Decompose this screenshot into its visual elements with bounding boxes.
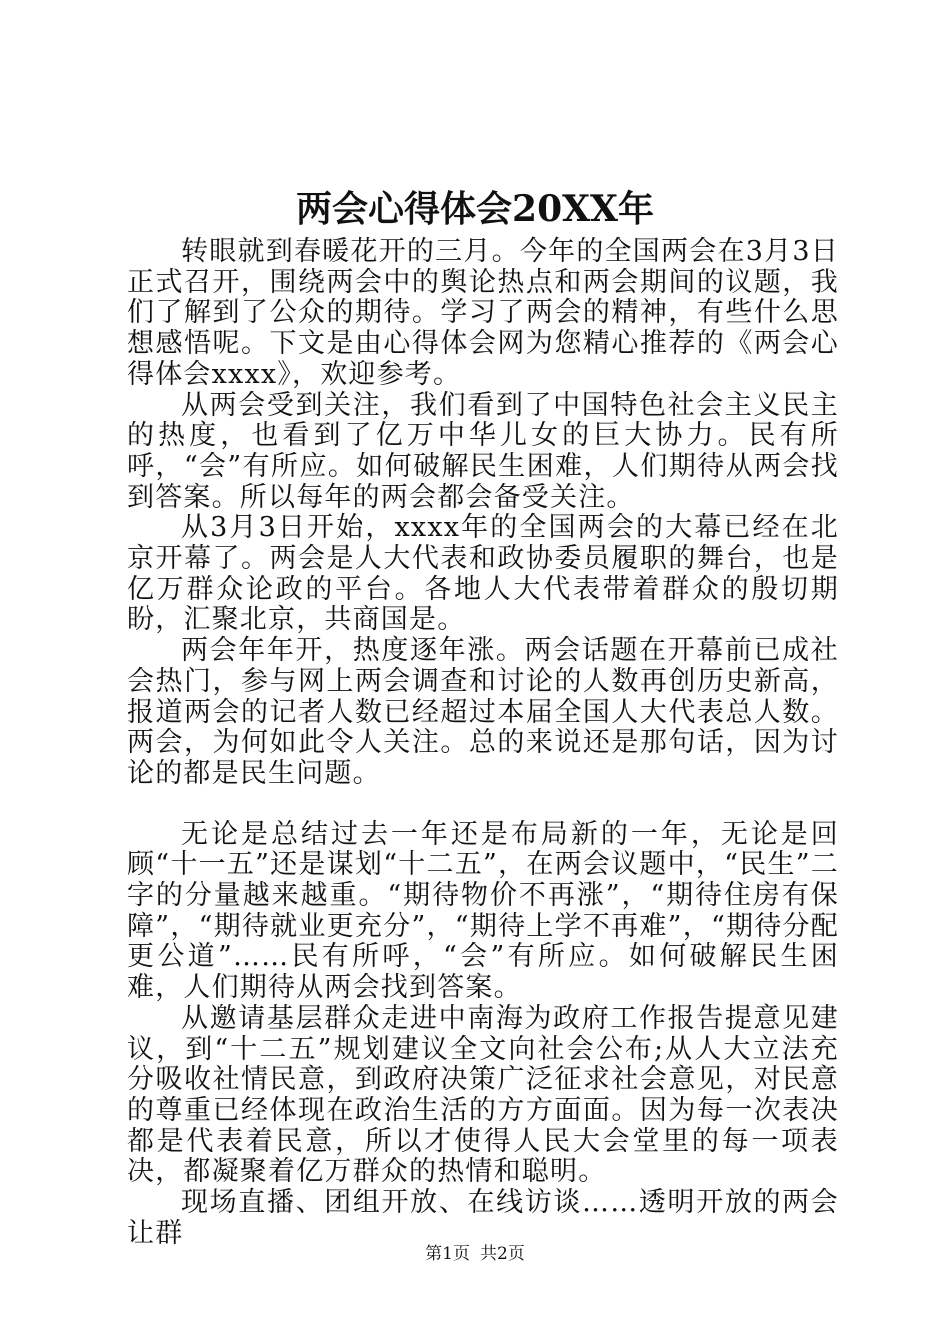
- paragraph: 无论是总结过去一年还是布局新的一年，无论是回顾“十一五”还是谋划“十二五”，在两会议题中，“民生”二字的分量越来越重。“期待物价不再涨”，“期待住房有保障”，“期待就业更充分”，“期待上学不再难”，“期待分配更公道”……民有所呼，“会”有所应。如何破解民生困难，人们期待从两会找到答案。: [127, 818, 839, 1004]
- paragraph: 从3月3日开始，xxxx年的全国两会的大幕已经在北京开幕了。两会是人大代表和政协委员履职的舞台，也是亿万群众论政的平台。各地人大代表带着群众的殷切期盼，汇聚北京，共商国是。: [127, 512, 839, 636]
- paragraph: 转眼就到春暖花开的三月。今年的全国两会在3月3日正式召开，围绕两会中的舆论热点和两会期间的议题，我们了解到了公众的期待。学习了两会的精神，有些什么思想感悟呢。下文是由心得体会网为您精心推荐的《两会心得体会xxxx》，欢迎参考。: [127, 236, 839, 390]
- page-number: 第1页: [425, 1244, 470, 1264]
- paragraph: 现场直播、团组开放、在线访谈……透明开放的两会让群: [127, 1187, 839, 1249]
- page-footer: [0, 1242, 950, 1266]
- page-total: 共2页: [480, 1244, 525, 1264]
- paragraph: 从邀请基层群众走进中南海为政府工作报告提意见建议，到“十二五”规划建议全文向社会公布;从人大立法充分吸收社情民意，到政府决策广泛征求社会意见，对民意的尊重已经体现在政治生活的方方面面。因为每一次表决都是代表着民意，所以才使得人民大会堂里的每一项表决，都凝聚着亿万群众的热情和聪明。: [127, 1002, 839, 1188]
- document-body: [127, 237, 839, 1250]
- document-title: 两会心得体会20XX年: [296, 188, 654, 230]
- paragraph: 两会年年开，热度逐年涨。两会话题在开幕前已成社会热门，参与网上两会调查和讨论的人数再创历史新高，报道两会的记者人数已经超过本届全国人大代表总人数。两会，为何如此令人关注。总的来说还是那句话，因为讨论的都是民生问题。: [127, 635, 839, 789]
- paragraph: 从两会受到关注，我们看到了中国特色社会主义民主的热度，也看到了亿万中华儿女的巨大协力。民有所呼，“会”有所应。如何破解民生困难，人们期待从两会找到答案。所以每年的两会都会备受关注。: [127, 389, 839, 513]
